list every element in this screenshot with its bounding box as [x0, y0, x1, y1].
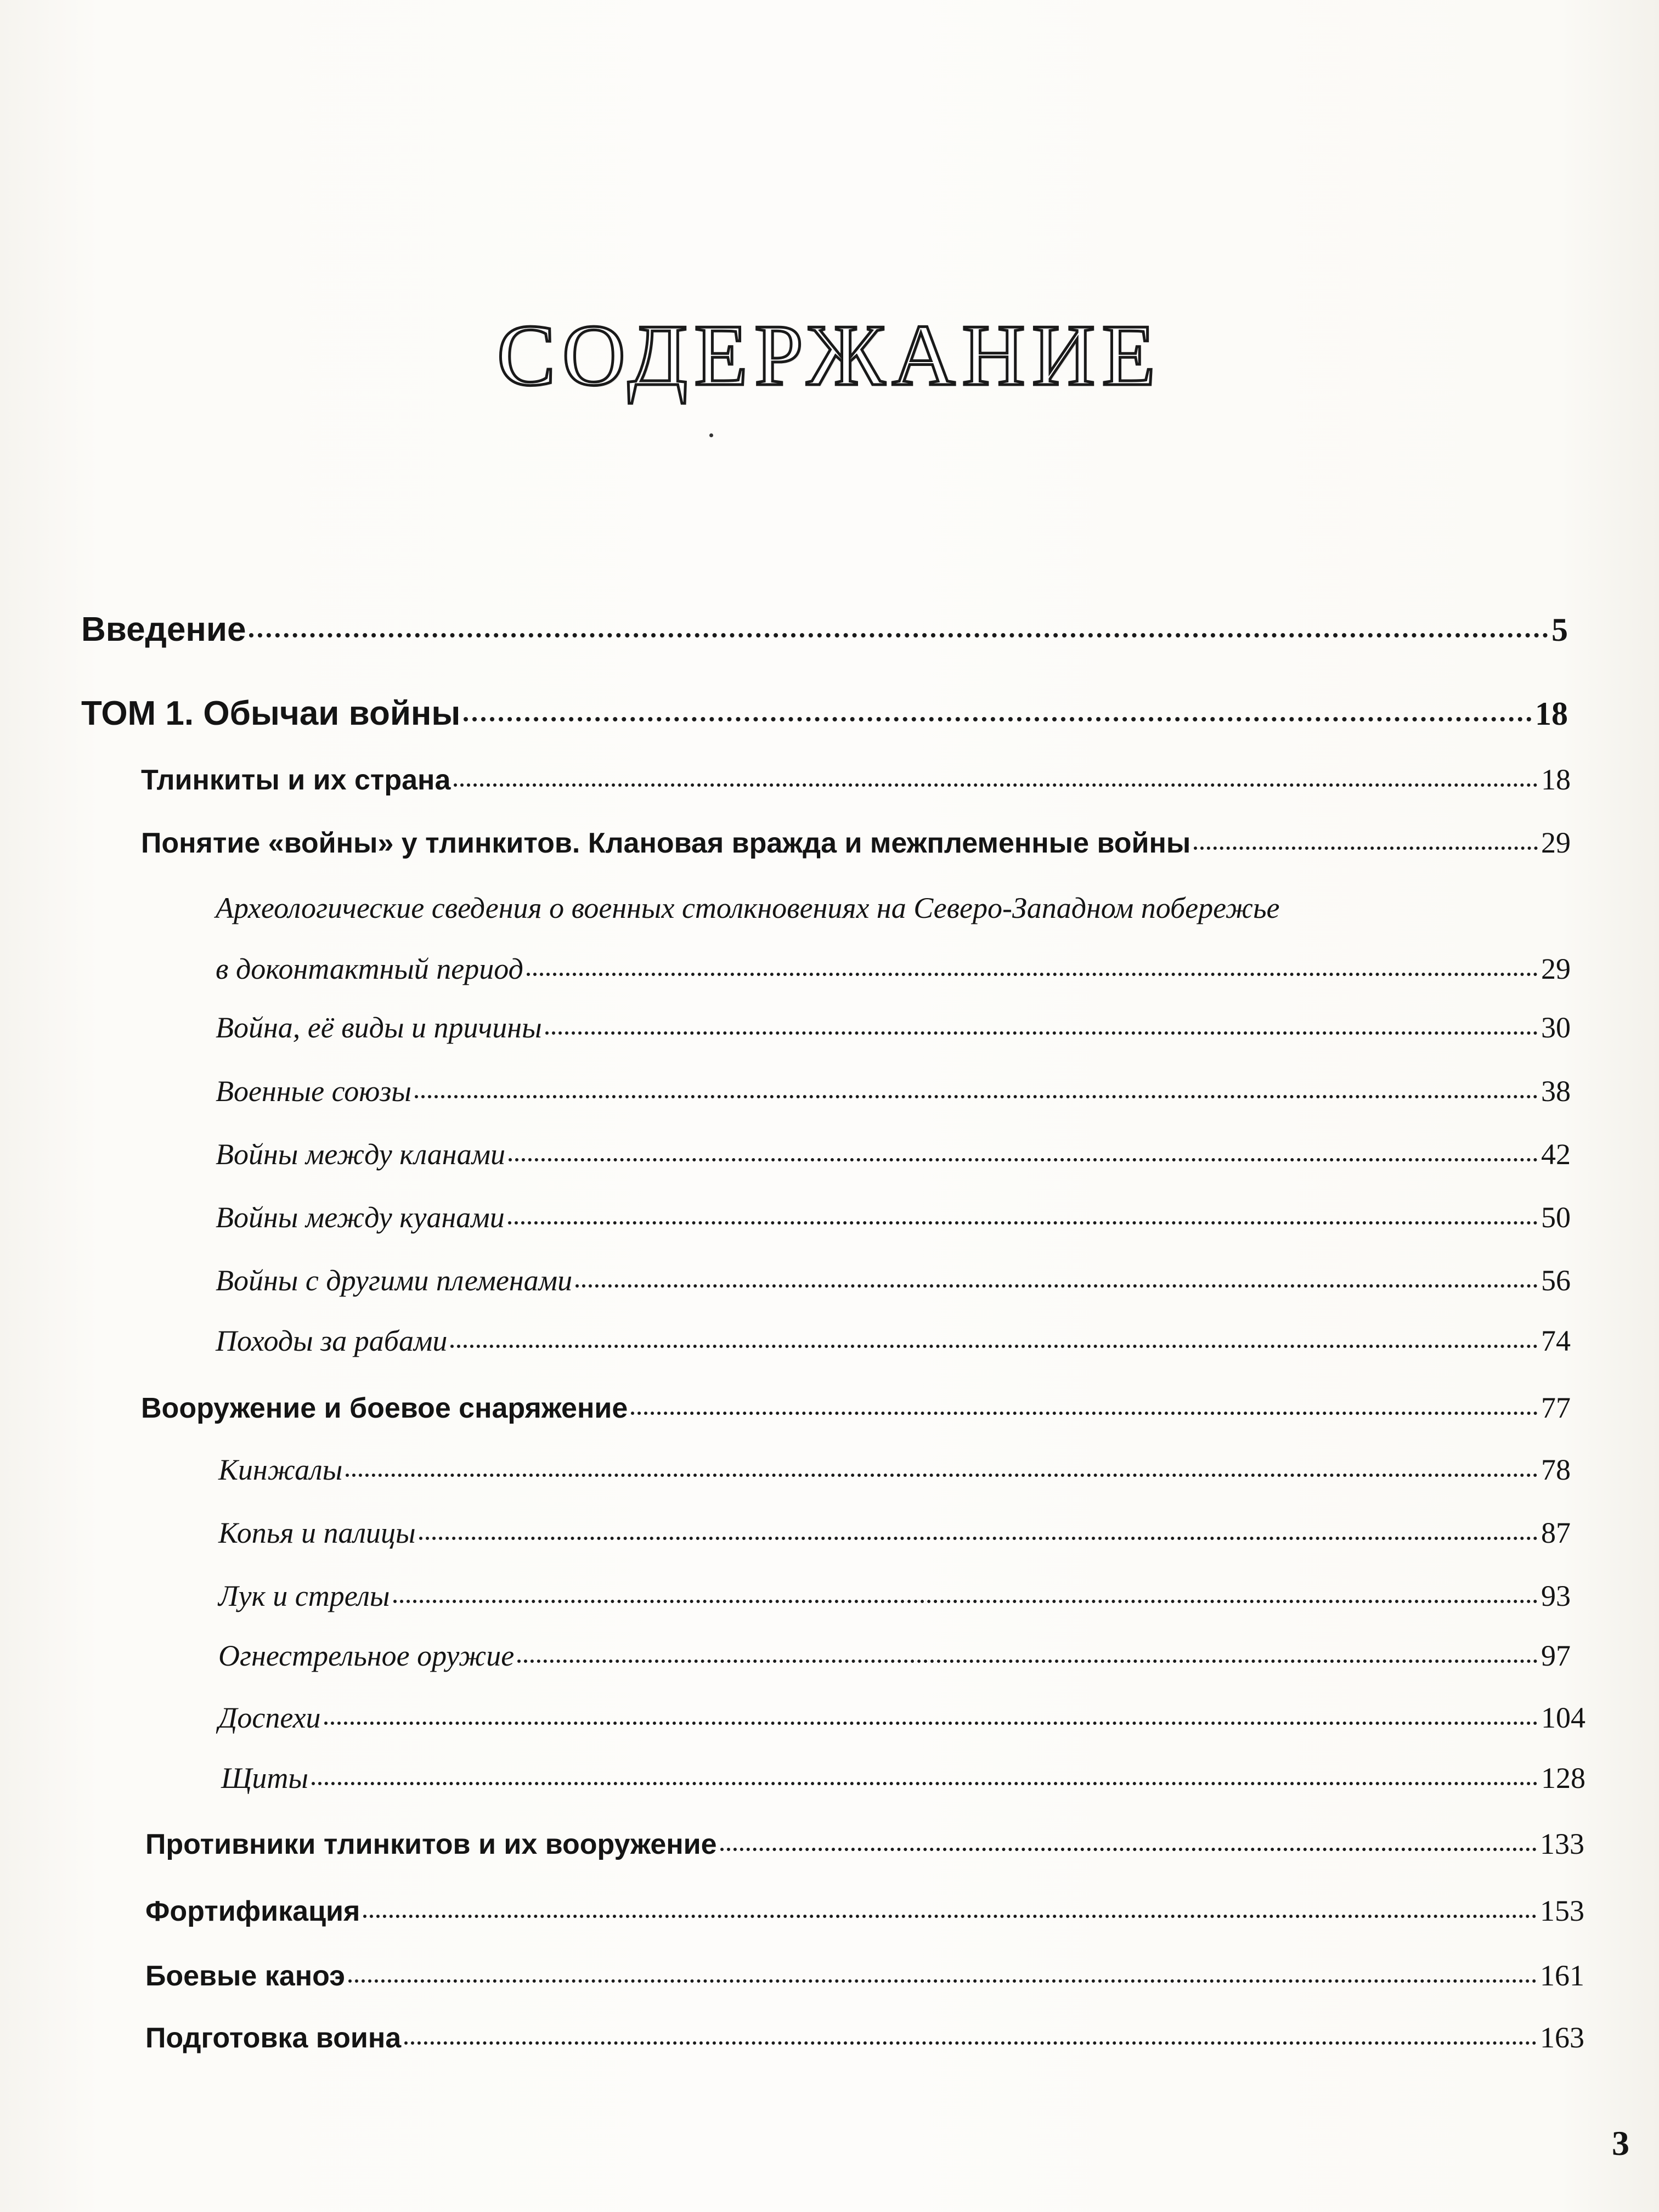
toc-entry-page: 128: [1541, 1762, 1585, 1795]
toc-entry-section: [141, 1391, 1571, 1425]
dot-leader: [631, 1412, 1538, 1415]
dot-leader: [249, 633, 1548, 637]
toc-entry-label: Вооружение и боевое снаряжение: [141, 1392, 628, 1424]
toc-entry-subsection: [216, 1137, 1571, 1171]
toc-entry-page: 30: [1541, 1011, 1571, 1044]
toc-entry-subsection: [218, 1639, 1571, 1673]
dot-leader: [454, 783, 1538, 787]
dot-leader: [419, 1537, 1538, 1540]
toc-entry-subsection: [218, 1701, 1585, 1735]
toc-entry-page: 77: [1541, 1391, 1571, 1424]
dot-leader: [415, 1095, 1538, 1098]
dot-leader: [509, 1158, 1538, 1161]
toc-entry-label: Щиты: [221, 1762, 308, 1795]
dot-leader: [348, 1979, 1537, 1983]
dot-leader: [346, 1474, 1538, 1477]
toc-entry-subsection: [218, 1579, 1571, 1613]
toc-entry-label: Введение: [81, 611, 246, 648]
toc-entry-page: 93: [1541, 1579, 1571, 1612]
toc-entry-subsection: [218, 1516, 1571, 1550]
toc-entry-label-line-1: Археологические сведения о военных столкновениях на Северо-Западном побережье: [216, 891, 1280, 924]
toc-entry-label: Войны с другими племенами: [216, 1264, 573, 1297]
dot-leader: [464, 717, 1532, 721]
toc-entry-label: Огнестрельное оружие: [218, 1639, 515, 1672]
toc-entry-page: 50: [1541, 1201, 1571, 1234]
toc-entry-label: Понятие «войны» у тлинкитов. Клановая вражда и межплеменные войны: [141, 827, 1191, 859]
toc-entry-section: [141, 763, 1571, 797]
toc-entry-subsection: [216, 1263, 1571, 1297]
toc-entry-subsection: [216, 1324, 1571, 1358]
toc-entry-label: Кинжалы: [218, 1453, 343, 1486]
toc-entry-section: [145, 1894, 1584, 1928]
toc-entry-section: [141, 826, 1571, 860]
dot-leader: [517, 1660, 1538, 1663]
toc-entry-subsection: [216, 1200, 1571, 1234]
toc-entry-subsection: [216, 1011, 1571, 1045]
toc-entry-page: 87: [1541, 1516, 1571, 1549]
toc-entry-page: 161: [1540, 1959, 1584, 1992]
toc-entry-label: Походы за рабами: [216, 1324, 448, 1357]
dot-leader: [1194, 847, 1538, 850]
toc-entry-subsection: [216, 952, 1571, 986]
toc-entry-section: [145, 1827, 1584, 1861]
toc-entry-page: 104: [1541, 1701, 1585, 1734]
toc-entry-page: 29: [1541, 952, 1571, 985]
toc-entry-label: Копья и палицы: [218, 1516, 416, 1549]
page-number: 3: [1612, 2124, 1629, 2163]
dot-leader: [312, 1782, 1538, 1785]
toc-entry-label: ТОМ 1. Обычаи войны: [81, 695, 461, 732]
toc-entry-page: 29: [1541, 826, 1571, 859]
toc-entry-subsection: [221, 1761, 1585, 1795]
toc-entry-label: Доспехи: [218, 1701, 321, 1734]
toc-entry-label: Противники тлинкитов и их вооружение: [145, 1829, 717, 1860]
toc-entry-page: 153: [1540, 1894, 1584, 1927]
toc-entry-label: Фортификация: [145, 1895, 360, 1927]
toc-entry-page: 163: [1540, 2021, 1584, 2054]
dot-leader: [324, 1722, 1538, 1725]
dot-leader: [404, 2041, 1537, 2045]
toc-entry-label: Война, её виды и причины: [216, 1011, 542, 1044]
toc-entry-label: Тлинкиты и их страна: [141, 764, 451, 796]
toc-entry-page: 97: [1541, 1639, 1571, 1672]
toc-entry-page: 56: [1541, 1264, 1571, 1297]
dot-leader: [720, 1848, 1537, 1851]
toc-entry-page: 78: [1541, 1453, 1571, 1486]
dot-leader: [545, 1031, 1538, 1035]
dot-leader: [527, 973, 1538, 976]
toc-entry-label: Войны между куанами: [216, 1201, 505, 1234]
dot-leader: [363, 1915, 1537, 1918]
toc-entry-volume-1: [81, 694, 1568, 733]
toc-entry-label: Военные союзы: [216, 1075, 411, 1108]
toc-entry-section: [145, 1959, 1584, 1993]
toc-entry-label: в доконтактный период: [216, 952, 523, 985]
toc-entry-page: 5: [1551, 612, 1568, 648]
toc-entry-label: Боевые каноэ: [145, 1960, 345, 1992]
toc-entry-introduction: [81, 610, 1568, 649]
toc-entry-page: 18: [1541, 763, 1571, 796]
toc-entry-page: 133: [1540, 1827, 1584, 1860]
toc-entry-page: 74: [1541, 1324, 1571, 1357]
dot-leader: [508, 1221, 1538, 1224]
dot-leader: [450, 1345, 1538, 1348]
toc-entry-subsection: [216, 1074, 1571, 1108]
toc-entry-label: Лук и стрелы: [218, 1579, 390, 1612]
dot-leader: [393, 1600, 1538, 1603]
page-title: СОДЕРЖАНИЕ: [496, 306, 1163, 404]
toc-entry-label: Подготовка воина: [145, 2022, 402, 2054]
toc-entry-section: [145, 2021, 1584, 2055]
toc-entry-page: 42: [1541, 1138, 1571, 1171]
toc-entry-label: Войны между кланами: [216, 1138, 506, 1171]
toc-entry-page: 18: [1535, 696, 1568, 732]
dot-leader: [575, 1284, 1538, 1288]
toc-entry-subsection: [218, 1453, 1571, 1487]
toc-entry-page: 38: [1541, 1075, 1571, 1108]
